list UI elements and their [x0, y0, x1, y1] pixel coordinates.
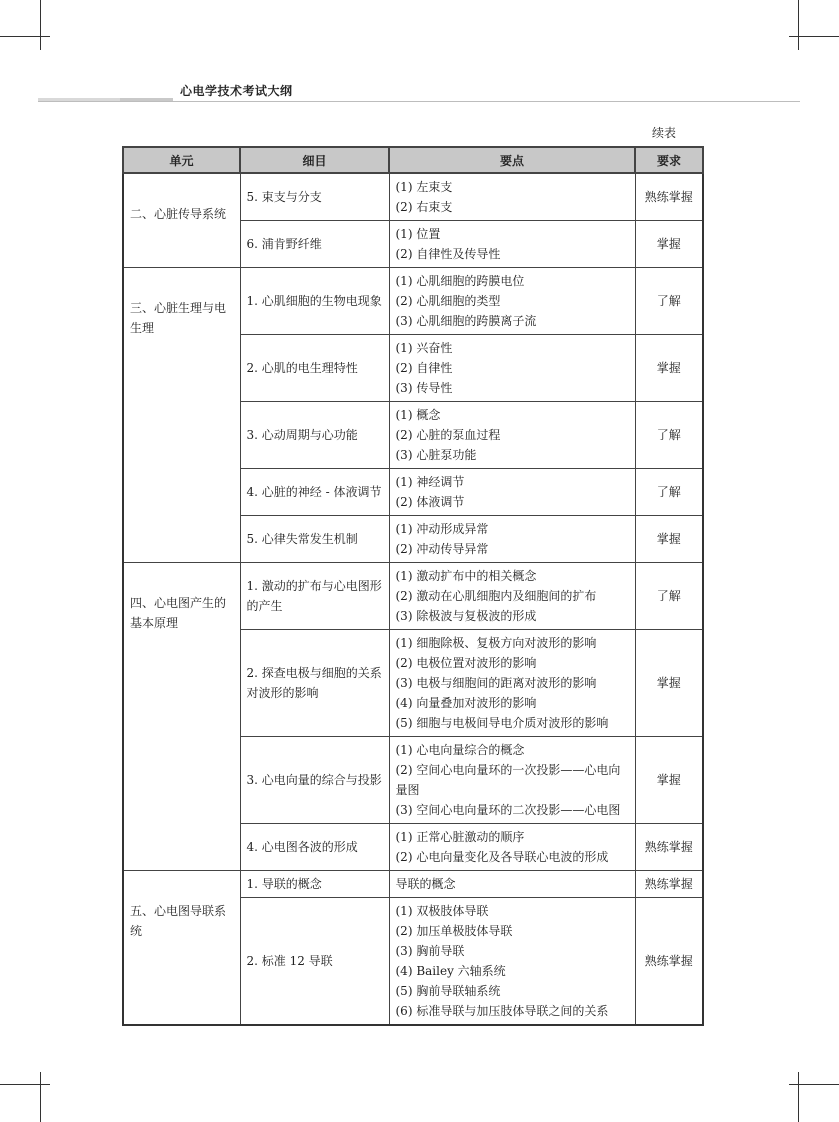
point-line: (3) 传导性 [395, 381, 453, 395]
requirement-cell: 熟练掌握 [635, 871, 703, 898]
point-line: (2) 激动在心肌细胞内及细胞间的扩布 [395, 589, 597, 603]
point-line: (1) 兴奋性 [395, 341, 453, 355]
points-cell [389, 335, 635, 402]
point-line: (1) 双极肢体导联 [395, 904, 489, 918]
requirement-cell: 熟练掌握 [635, 173, 703, 221]
column-header-points: 要点 [389, 147, 635, 173]
item-cell: 3. 心电向量的综合与投影 [240, 737, 389, 824]
item-cell: 5. 束支与分支 [240, 173, 389, 221]
point-line: (6) 标准导联与加压肢体导联之间的关系 [395, 1004, 609, 1018]
point-line: (1) 冲动形成异常 [395, 522, 489, 536]
item-cell: 2. 标准 12 导联 [240, 898, 389, 1026]
unit-cell: 三、心脏生理与电生理 [123, 268, 240, 563]
point-line: (3) 心肌细胞的跨膜离子流 [395, 314, 537, 328]
points-cell [389, 563, 635, 630]
point-line: (3) 胸前导联 [395, 944, 465, 958]
point-line: (2) 加压单极肢体导联 [395, 924, 513, 938]
item-cell: 6. 浦肯野纤维 [240, 221, 389, 268]
points-cell [389, 469, 635, 516]
point-line: 导联的概念 [395, 877, 456, 891]
header-rule [38, 101, 800, 102]
point-line: (2) 右束支 [395, 200, 453, 214]
crop-mark [0, 1084, 50, 1085]
requirement-cell: 了解 [635, 563, 703, 630]
requirement-cell: 掌握 [635, 221, 703, 268]
point-line: (4) 向量叠加对波形的影响 [395, 696, 537, 710]
point-line: (3) 除极波与复极波的形成 [395, 609, 537, 623]
points-cell [389, 871, 635, 898]
crop-mark [0, 36, 50, 37]
requirement-cell: 掌握 [635, 335, 703, 402]
point-line: (1) 神经调节 [395, 475, 465, 489]
item-cell: 1. 激动的扩布与心电图形的产生 [240, 563, 389, 630]
point-line: (3) 心脏泵功能 [395, 448, 477, 462]
crop-mark [789, 36, 839, 37]
requirement-cell: 了解 [635, 268, 703, 335]
requirement-cell: 掌握 [635, 630, 703, 737]
requirement-cell: 熟练掌握 [635, 824, 703, 871]
item-cell: 2. 心肌的电生理特性 [240, 335, 389, 402]
points-cell [389, 221, 635, 268]
point-line: (5) 胸前导联轴系统 [395, 984, 501, 998]
point-line: (2) 心电向量变化及各导联心电波的形成 [395, 850, 609, 864]
points-cell [389, 173, 635, 221]
requirement-cell: 掌握 [635, 737, 703, 824]
table-row [123, 871, 703, 898]
table-row [123, 563, 703, 630]
unit-cell: 二、心脏传导系统 [123, 173, 240, 268]
column-header-item: 细目 [240, 147, 389, 173]
item-cell: 2. 探查电极与细胞的关系对波形的影响 [240, 630, 389, 737]
continued-label: 续表 [652, 126, 677, 140]
requirement-cell: 掌握 [635, 516, 703, 563]
column-header-unit: 单元 [123, 147, 240, 173]
running-header: 心电学技术考试大纲 [180, 84, 293, 98]
crop-mark [789, 1084, 839, 1085]
points-cell [389, 268, 635, 335]
point-line: (2) 空间心电向量环的一次投影——心电向量图 [395, 763, 621, 797]
point-line: (2) 体液调节 [395, 495, 465, 509]
point-line: (3) 电极与细胞间的距离对波形的影响 [395, 676, 597, 690]
unit-cell: 五、心电图导联系统 [123, 871, 240, 1026]
item-cell: 4. 心脏的神经 - 体液调节 [240, 469, 389, 516]
point-line: (1) 心电向量综合的概念 [395, 743, 525, 757]
item-cell: 1. 导联的概念 [240, 871, 389, 898]
point-line: (1) 位置 [395, 227, 441, 241]
item-cell: 3. 心动周期与心功能 [240, 402, 389, 469]
table-row [123, 268, 703, 335]
item-cell: 1. 心肌细胞的生物电现象 [240, 268, 389, 335]
points-cell [389, 898, 635, 1026]
point-line: (2) 自律性及传导性 [395, 247, 501, 261]
point-line: (2) 心肌细胞的类型 [395, 294, 501, 308]
points-cell [389, 630, 635, 737]
point-line: (1) 左束支 [395, 180, 453, 194]
crop-mark [40, 1072, 41, 1122]
points-cell [389, 516, 635, 563]
point-line: (2) 电极位置对波形的影响 [395, 656, 537, 670]
crop-mark [798, 1072, 799, 1122]
table-row [123, 173, 703, 221]
point-line: (1) 概念 [395, 408, 441, 422]
crop-mark [40, 0, 41, 50]
point-line: (1) 细胞除极、复极方向对波形的影响 [395, 636, 597, 650]
table-body [123, 173, 703, 1025]
point-line: (3) 空间心电向量环的二次投影——心电图 [395, 803, 621, 817]
requirement-cell: 了解 [635, 469, 703, 516]
item-cell: 5. 心律失常发生机制 [240, 516, 389, 563]
point-line: (2) 心脏的泵血过程 [395, 428, 501, 442]
crop-mark [798, 0, 799, 50]
point-line: (1) 正常心脏激动的顺序 [395, 830, 525, 844]
requirement-cell: 熟练掌握 [635, 898, 703, 1026]
points-cell [389, 737, 635, 824]
point-line: (1) 心肌细胞的跨膜电位 [395, 274, 525, 288]
requirement-cell: 了解 [635, 402, 703, 469]
point-line: (4) Bailey 六轴系统 [395, 964, 506, 978]
unit-cell: 四、心电图产生的基本原理 [123, 563, 240, 871]
point-line: (1) 激动扩布中的相关概念 [395, 569, 537, 583]
point-line: (2) 冲动传导异常 [395, 542, 489, 556]
item-cell: 4. 心电图各波的形成 [240, 824, 389, 871]
point-line: (2) 自律性 [395, 361, 453, 375]
point-line: (5) 细胞与电极间导电介质对波形的影响 [395, 716, 609, 730]
table-header-row [123, 147, 703, 173]
column-header-requirement: 要求 [635, 147, 703, 173]
syllabus-table [122, 146, 704, 1026]
points-cell [389, 402, 635, 469]
points-cell [389, 824, 635, 871]
